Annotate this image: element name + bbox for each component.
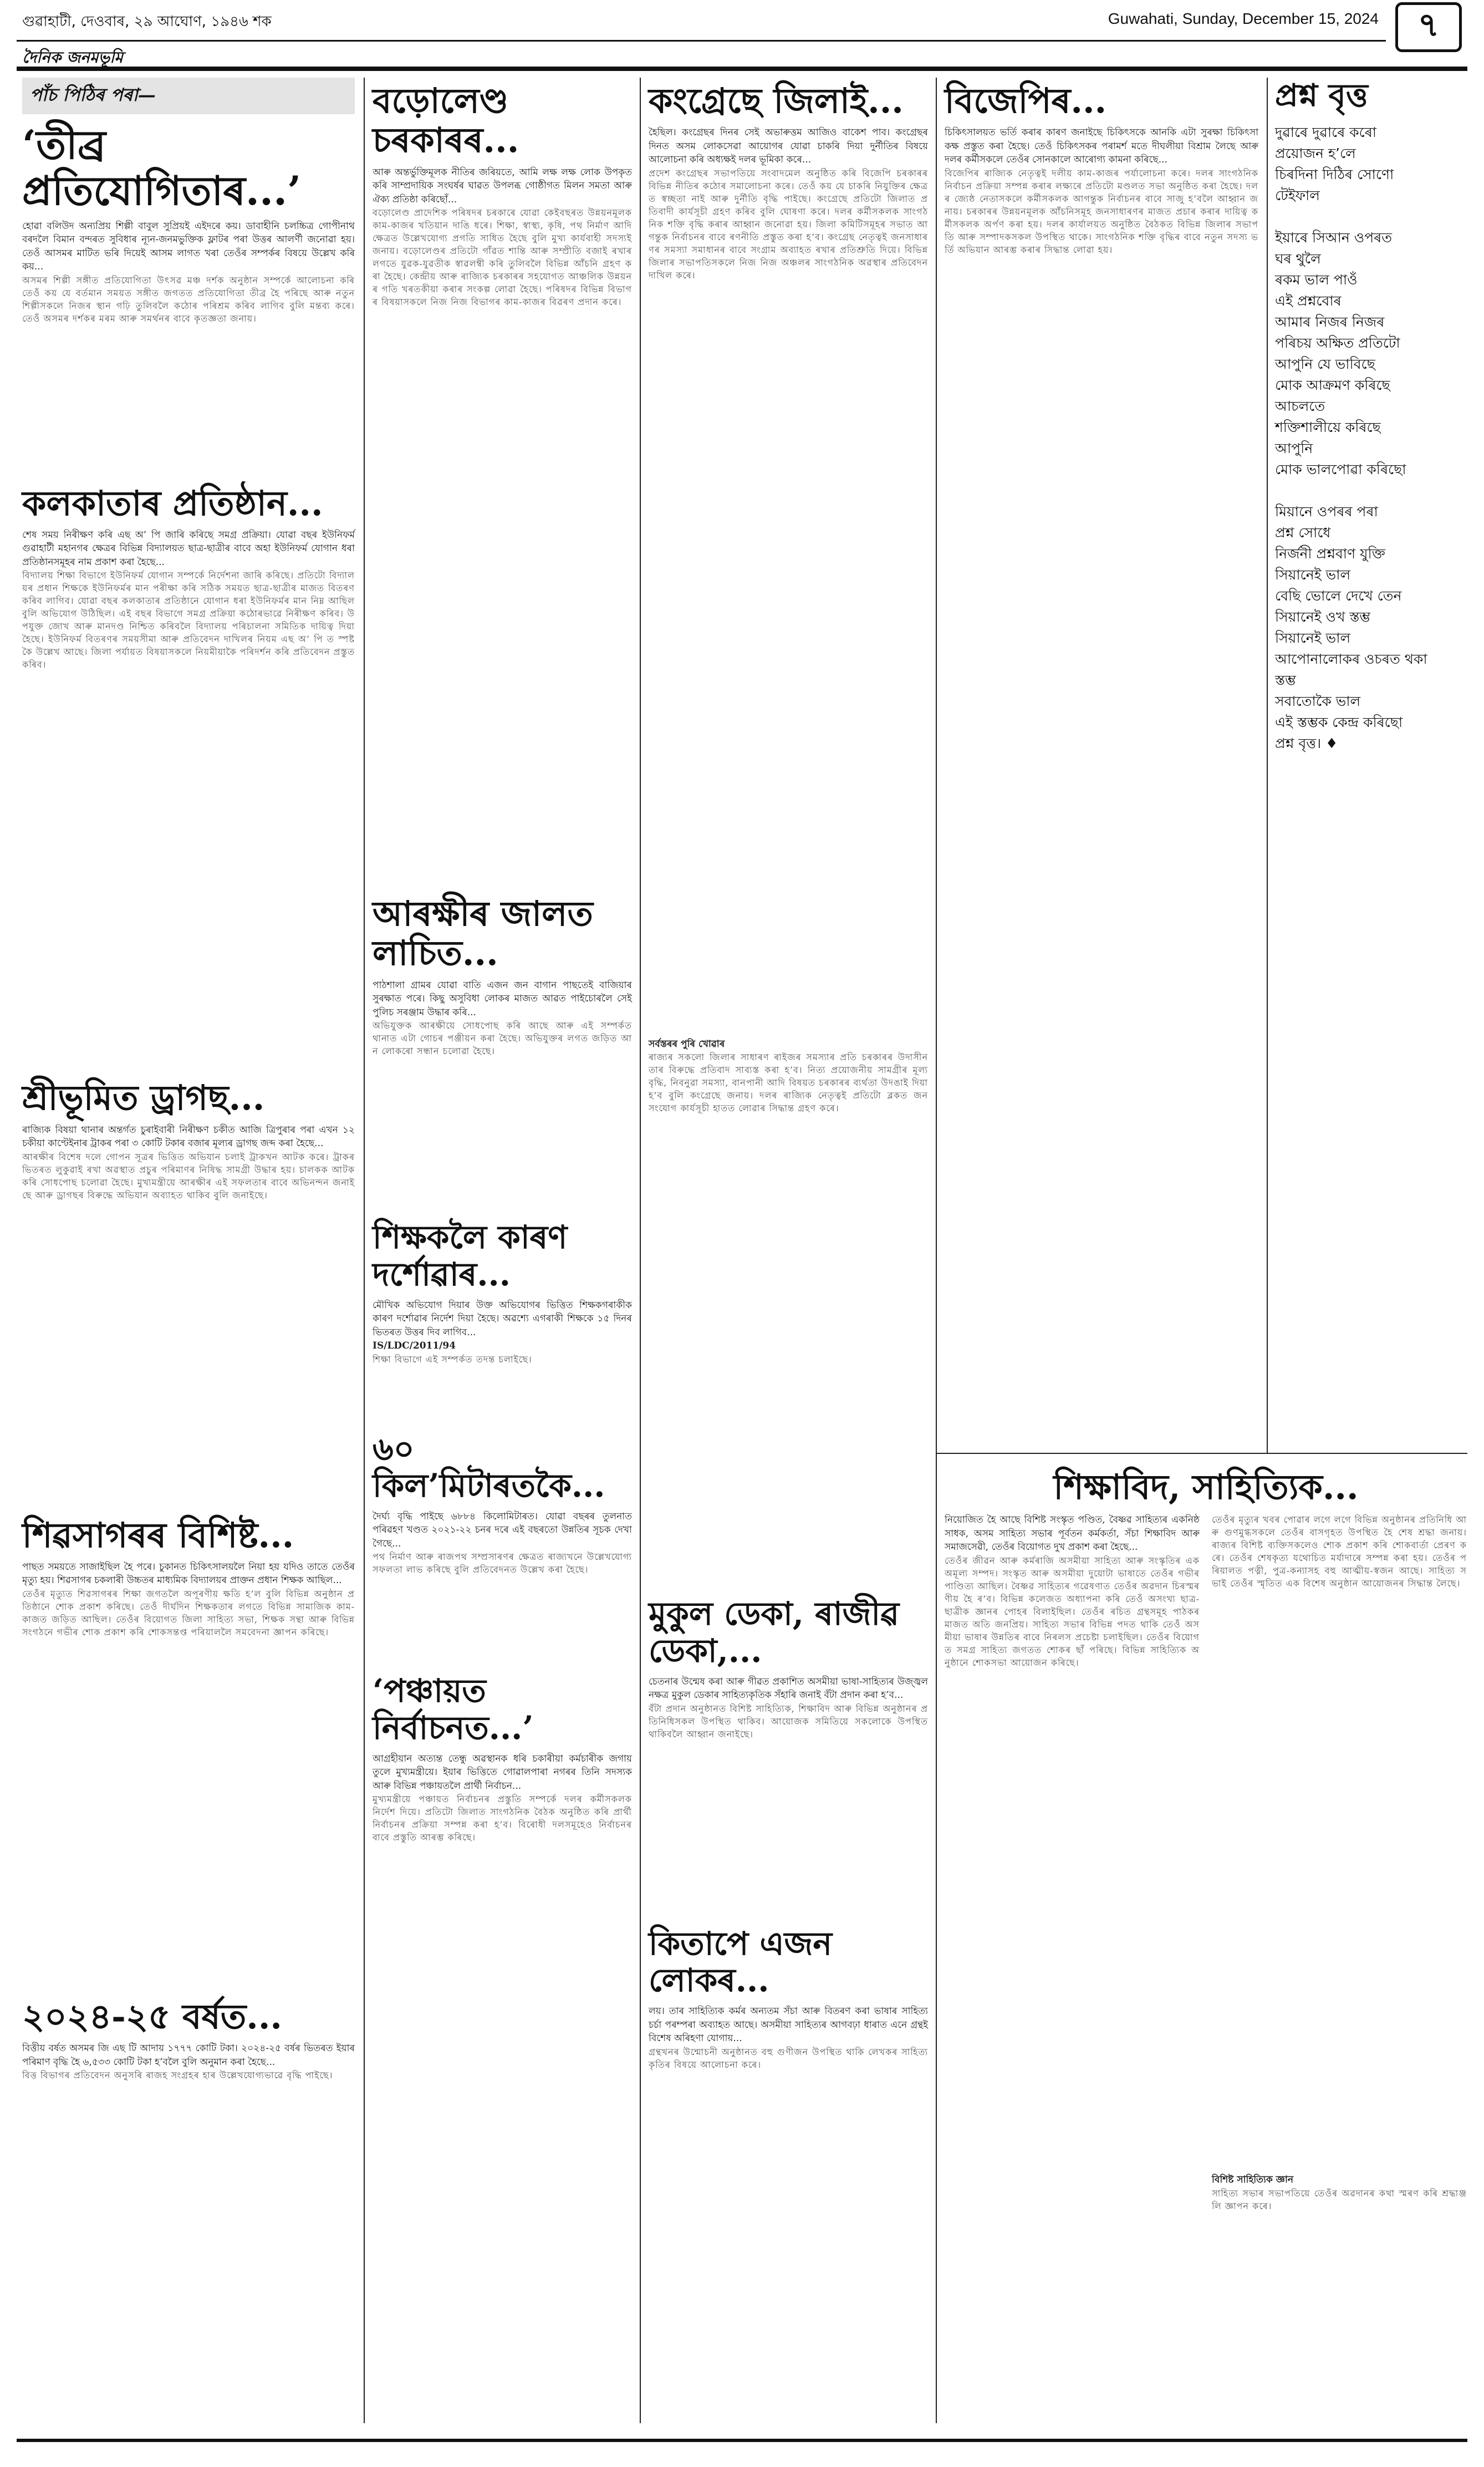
article-13-body: লয়। তাৰ সাহিত্যিক কৰ্মৰ অন্যতম সঁচা আৰু বিতৰণ কৰা ভাষাৰ সাহিত্য চৰ্চা পৰম্পৰা অব্যাহত আছে। অসমীয়া সাহিত্যৰ আগবঢ়া ধাৰাত এনে গ্ৰন্থই বিশেষ অৰিহণা যোগায়...	[649, 2006, 931, 2044]
headline-article-7: আৰক্ষীৰ জালত লাচিত...	[373, 893, 593, 974]
article-13-text-block: গ্ৰন্থখনৰ উন্মোচনী অনুষ্ঠানত বহু গুণীজন উপস্থিত থাকি লেখকৰ সাহিত্যকৃতিৰ বিষয়ে আলোচনা কৰে।	[649, 2046, 928, 2070]
headline-article-1: ‘তীব্ৰ প্ৰতিযোগিতাৰ...’	[22, 121, 302, 214]
poem-line	[1275, 480, 1467, 501]
poem-line: আপুনি	[1275, 440, 1313, 457]
article-8-body: মৌখিক অভিযোগ দিয়াৰ উক্ত অভিযোগৰ ভিত্তিত শিক্ষকগৰাকীক কাৰণ দৰ্শোৱাৰ নিৰ্দেশ দিয়া হৈছে। অৱশ্যে এগৰাকী শিক্ষকে ১৫ দিনৰ ভিতৰত উত্তৰ দিব লাগিব...	[373, 1299, 635, 1338]
article-15-text-block: তেওঁৰ জীৱন আৰু কৰ্মৰাজি অসমীয়া সাহিত্য আৰু সংস্কৃতিৰ এক অমূল্য সম্পদ। সংস্কৃত আৰু অসমীয়া দুয়োটা ভাষাতে তেওঁৰ গভীৰ পাণ্ডিত্য আছিল। বৈষ্ণৱ সাহিত্যৰ গৱেষণাত তেওঁৰ অৱদান চিৰস্মৰণীয় হৈ ৰ’ব। বিভিন্ন কলেজত অধ্যাপনা কৰি তেওঁ অসংখ্য ছাত্ৰ-ছাত্ৰীক জ্ঞানৰ পোহৰ বিলাইছিল। তেওঁৰ ৰচিত গ্ৰন্থসমূহ পাঠকৰ মাজত অতি জনপ্ৰিয়। সাহিত্য সভাৰ বিভিন্ন পদত থাকি তেওঁ অসমীয়া ভাষাৰ উন্নতিৰ বাবে নিৰলস প্ৰচেষ্টা চলাইছিল। তেওঁৰ বিয়োগত সমগ্ৰ সাহিত্য জগতত শোকৰ ছাঁ পৰিছে। বিভিন্ন সাহিত্যিক অনুষ্ঠানে শোকসভা আয়োজন কৰিছে।	[945, 1555, 1200, 1668]
article-7-text-block: অভিযুক্তক আৰক্ষীয়ে সোধপোছ কৰি আছে আৰু এই সম্পৰ্কত থানাত এটা গোচৰ পঞ্জীয়ন কৰা হৈছে। অভিযুক্তৰ লগত জড়িত আন লোকৰো সন্ধান চলোৱা হৈছে।	[373, 1020, 632, 1057]
article-15-subhead: বিশিষ্ট সাহিত্যিক জ্ঞান	[1212, 2174, 1294, 2186]
header-date-left: গুৱাহাটী, দেওবাৰ, ২৯ আঘোণ, ১৯৪৬ শক	[22, 13, 272, 30]
top-rule	[17, 40, 1386, 42]
poem-line: প্ৰশ্ন সোধে	[1275, 525, 1331, 541]
headline-article-10: ‘পঞ্চায়ত নিৰ্বাচনত...’	[373, 1672, 534, 1747]
poem-line: আচলতে	[1275, 398, 1325, 415]
poem-line: সিয়ানেই ভাল	[1275, 630, 1351, 647]
header-date-right: Guwahati, Sunday, December 15, 2024	[1108, 10, 1379, 27]
poem-line: এই স্তম্ভক কেন্দ্ৰ কৰিছো	[1275, 714, 1403, 731]
headline-article-3: শ্ৰীভূমিত ড্ৰাগছ...	[22, 1077, 265, 1118]
column-divider	[640, 78, 641, 2423]
column-1	[22, 78, 358, 2434]
poem-line: আপোনালোকৰ ওচৰত থকা	[1275, 651, 1427, 668]
poem-line: সিয়ানেই ওখ স্তম্ভ	[1275, 609, 1371, 625]
poem-line: স্তম্ভ	[1275, 672, 1296, 689]
poem-line: শক্তিশালীয়ে কৰিছে	[1275, 419, 1381, 436]
headline-article-4: শিৱসাগৰৰ বিশিষ্ট...	[22, 1514, 294, 1555]
article-12-text-block: বঁটা প্ৰদান অনুষ্ঠানত বিশিষ্ট সাহিত্যিক, শিক্ষাবিদ আৰু বিভিন্ন অনুষ্ঠানৰ প্ৰতিনিধিসকল উপস্থিত থাকিব। আয়োজক সমিতিয়ে সকলোকে উপস্থিত থাকিবলৈ আহ্বান জনাইছে।	[649, 1703, 928, 1739]
article-2-body: শেষ সময় নিৰীক্ষণ কৰি এছ অ’ পি জাৰি কৰিছে সমগ্ৰ প্ৰক্ৰিয়া। যোৱা বছৰ ইউনিফৰ্ম গুৱাহাটী মহানগৰ ক্ষেত্ৰৰ বিভিন্ন বিদ্যালয়ত ছাত্ৰ-ছাত্ৰীৰ বাবে অহা ইউনিফৰ্ম যোগান ধৰা প্ৰতিষ্ঠানসমূহৰ নাম প্ৰকাশ কৰা হৈছে...	[22, 529, 358, 568]
article-14-body: চিকিৎসালয়ত ভৰ্তি কৰাৰ কাৰণ জনাইছে চিকিৎসকে আনকি এটা সুৰক্ষা চিকিৎসা কক্ষ প্ৰস্তুত কৰা হৈছে। তেওঁ চিকিৎসকৰ পৰামৰ্শ মতে দীঘলীয়া বিশ্ৰাম লৈছে আৰু দলৰ কৰ্মীসকলে তেওঁৰ সোনকালে আৰোগ্য কামনা কৰিছে...	[945, 127, 1262, 166]
article-8-reference: IS/LDC/2011/94	[373, 1340, 456, 1352]
headline-article-2: কলকাতাৰ প্ৰতিষ্ঠান...	[22, 482, 323, 523]
column-divider	[364, 78, 365, 2423]
headline-article-15: শিক্ষাবিদ, সাহিত্যিক...	[1053, 1467, 1359, 1507]
poem-line: মিয়ানে ওপৰৰ পৰা	[1275, 503, 1378, 520]
article-9-text-block: পথ নিৰ্মাণ আৰু ৰাজপথ সম্প্ৰসাৰণৰ ক্ষেত্ৰত ৰাজ্যখনে উল্লেখযোগ্য সফলতা লাভ কৰিছে বুলি প্ৰতিবেদনত উল্লেখ কৰা হৈছে।	[373, 1552, 632, 1575]
poem-line: এই প্ৰশ্নবোৰ	[1275, 293, 1342, 309]
headline-article-9: ৬০ কিল’মিটাৰতকৈ...	[373, 1430, 605, 1505]
poem-line: প্ৰশ্ন বৃত্ত। ♦	[1275, 735, 1338, 752]
poem-line: মোক ভালপোৱা কৰিছো	[1275, 461, 1406, 478]
article-5-body: বিত্তীয় বৰ্ষত অসমৰ জি এছ টি আদায় ১৭৭৭ কোটি টকা। ২০২৪-২৫ বৰ্ষৰ ভিতৰত ইয়াৰ পৰিমাণ বৃদ্ধি হৈ ৬,৫৩৩ কোটি টকা হ’বলৈ বুলি অনুমান কৰা হৈছে...	[22, 2043, 358, 2068]
poem-line: টেইফাল	[1275, 187, 1320, 204]
headline-article-6: বড়োলেণ্ড চৰকাৰৰ...	[373, 80, 519, 161]
article-3-text-block: আৰক্ষীৰ বিশেষ দলে গোপন সূত্ৰৰ ভিত্তিত অভিযান চলাই ট্ৰাকখন আটক কৰে। ট্ৰাকৰ ভিতৰত লুকুৱাই ৰখা অৱস্থাত প্ৰচুৰ পৰিমাণৰ নিষিদ্ধ সামগ্ৰী উদ্ধাৰ হয়। চালকক আটক কৰি সোধপোছ চলোৱা হৈছে। মুখ্যমন্ত্ৰীয়ে আৰক্ষীৰ এই সফলতাৰ বাবে অভিনন্দন জনাইছে আৰু ড্ৰাগছৰ বিৰুদ্ধে অভিযান অব্যাহত থাকিব বুলি জনাইছে।	[22, 1151, 355, 1201]
article-11-body: হৈছিল। কংগ্ৰেছৰ দিনৰ সেই অভাৰুত্তম আজিও বাকেশ পাব। কংগ্ৰেছৰ দিনত অসম লোকসেৱা আয়োগৰ যোৱা চাকৰি দিয়া দুৰ্নীতিৰ বিষয়ে আলোচনা কৰি অধ্যক্ষই দলৰ ভূমিকা কৰে...	[649, 127, 931, 166]
poem-line: চিৰদিনা দিঠিৰ সোণো	[1275, 166, 1394, 183]
poem-line: ঘৰ থুলৈ	[1275, 251, 1321, 267]
article-8-text-block: শিক্ষা বিভাগে এই সম্পৰ্কত তদন্ত চলাইছে।	[373, 1354, 532, 1365]
article-12-body: চেতনাৰ উন্মেষ কৰা আৰু গীৱত প্ৰকাশিত অসমীয়া ভাষা-সাহিত্যৰ উজ্জ্বল নক্ষত্ৰ মুকুল ডেকাৰ সাহিত্যকৃতিক সঁহাৰি জনাই বঁটা প্ৰদান কৰা হ’ব...	[649, 1676, 931, 1701]
header-rule	[17, 67, 1467, 71]
headline-article-8: শিক্ষকলৈ কাৰণ দৰ্শোৱাৰ...	[373, 1218, 568, 1293]
article-2-text-block: বিদ্যালয় শিক্ষা বিভাগে ইউনিফৰ্ম যোগান সম্পৰ্কে নিৰ্দেশনা জাৰি কৰিছে। প্ৰতিটো বিদ্যালয়ৰ প্ৰধান শিক্ষকে ইউনিফৰ্মৰ মান পৰীক্ষা কৰি সঠিক সময়ত ছাত্ৰ-ছাত্ৰীৰ মাজত বিতৰণ কৰিব লাগিব। যোৱা বছৰ কলকাতাৰ প্ৰতিষ্ঠানে যোগান ধৰা ইউনিফৰ্মৰ মান নিম্ন আছিল বুলি অভিযোগ উঠিছিল। এই বছৰ বিভাগে সমগ্ৰ প্ৰক্ৰিয়া কঠোৰভাৱে নিৰীক্ষণ কৰিব। উপযুক্ত জোখ আৰু মানদণ্ড নিশ্চিত কৰিবলৈ বিদ্যালয় পৰিচালনা সমিতিক দায়িত্ব দিয়া হৈছে। ইউনিফৰ্ম বিতৰণৰ সময়সীমা আৰু প্ৰতিবেদন দাখিলৰ নিয়ম এছ অ’ পি ত স্পষ্টকৈ উল্লেখ আছে। জিলা পৰ্যায়ত বিষয়াসকলে নিয়মীয়াকৈ পৰিদৰ্শন কৰি প্ৰতিবেদন প্ৰস্তুত কৰিব।	[22, 570, 355, 670]
article-6-body: আৰু অন্তৰ্ভুক্তিমূলক নীতিৰ জৰিয়তে, আমি লক্ষ লক্ষ লোক উপকৃত কৰি সাম্প্ৰদায়িক সংঘৰ্ষৰ ঘাৱত উপলব্ধ গোষ্ঠীগত মিলন সমতা আৰু ঐক্য প্ৰতিষ্ঠা কৰিছোঁ...	[373, 166, 635, 205]
article-11-subhead: সৰ্বস্তৰৰ পুৰি খোৱাৰ	[649, 1038, 725, 1050]
article-4-body: পাছত সময়তে সাজাইছিল হৈ পৰে। চুকানত চিকিৎসালয়লৈ নিয়া হয় যদিও তাতে তেওঁৰ মৃত্যু হয়। শিৱসাগৰ চকলাৰী উচ্চতৰ মাধ্যমিক বিদ্যালয়ৰ প্ৰাক্তন প্ৰধান শিক্ষক আছিল...	[22, 1561, 358, 1586]
poem-line: আমাৰ নিজৰ নিজৰ	[1275, 314, 1385, 330]
article-3-body: ৰাজ্যিক বিষয়া থানাৰ অন্তৰ্গত চুৰাইবাৰী নিৰীক্ষণ চকীত আজি ত্ৰিপুৰাৰ পৰা এখন ১২ চকীয়া কাণ্টেইনাৰ ট্ৰাকৰ পৰা ৩ কোটি টকাৰ বজাৰ মূল্যৰ ড্ৰাগছ জব্দ কৰা হৈছে...	[22, 1124, 358, 1149]
article-11-text-block: প্ৰদেশ কংগ্ৰেছৰ সভাপতিয়ে সংবাদমেল অনুষ্ঠিত কৰি বিজেপি চৰকাৰৰ বিভিন্ন নীতিৰ কঠোৰ সমালোচনা কৰে। তেওঁ কয় যে চাকৰি নিযুক্তিৰ ক্ষেত্ৰত স্বচ্ছতা নাই আৰু দুৰ্নীতি বৃদ্ধি পাইছে। কংগ্ৰেছে প্ৰতিটো জিলাত প্ৰতিবাদী কাৰ্যসূচী গ্ৰহণ কৰিব বুলি ঘোষণা কৰে। দলৰ কৰ্মীসকলক সাংগঠনিক শক্তি বৃদ্ধি কৰাৰ আহ্বান জনোৱা হয়। জিলা কমিটিসমূহৰ সভাত আগন্তুক নিৰ্বাচনৰ বাবে ৰণনীতি প্ৰস্তুত কৰা হ’ব। কংগ্ৰেছ নেতৃত্বই জনসাধাৰণৰ সমস্যা সমাধানৰ বাবে সংগ্ৰাম অব্যাহত ৰখাৰ প্ৰতিশ্ৰুতি দিয়ে। বিভিন্ন জিলাৰ সভাপতিসকলে নিজ নিজ অঞ্চলৰ সাংগঠনিক অৱস্থাৰ প্ৰতিবেদন দাখিল কৰে।	[649, 167, 928, 281]
headline-article-12: মুকুল ডেকা, ৰাজীৱ ডেকা,...	[649, 1595, 900, 1670]
poem-line: সিয়ানেই ভাল	[1275, 567, 1351, 583]
poem-line	[1275, 206, 1467, 227]
poem-line: আপুনি যে ভাবিছে	[1275, 356, 1375, 373]
poem-title: প্ৰশ্ন বৃত্ত	[1275, 77, 1368, 114]
column-4-lower	[945, 1464, 1467, 2434]
article-9-body: দৈৰ্ঘ্য বৃদ্ধি পাইছে ৬৮৮৪ কিলোমিটাৰত। যোৱা বছৰৰ তুলনাত পৰিৱহণ খণ্ডত ২০২১-২২ চনৰ দৰে এই বছৰতো উন্নতিৰ সূচক দেখা গৈছে...	[373, 1510, 635, 1549]
poem-line: প্ৰয়োজন হ’লে	[1275, 145, 1356, 162]
column-divider	[936, 78, 937, 2423]
masthead: দৈনিক জনমভূমি	[22, 48, 123, 67]
page-number-box	[1395, 2, 1462, 52]
poem-line: দুৱাৰে দুৱাৰে কৰো	[1275, 124, 1377, 141]
footer-rule	[17, 2439, 1467, 2442]
poem-line: বেছি ভোলে দেখে তেন	[1275, 588, 1402, 604]
article-10-body: আগ্ৰহীয়ান অত্যন্ত তেন্ধু অৱস্থানক ধৰি চকাৰীয়া কৰ্মচাৰীক জগায় তুলে মুখ্যমন্ত্ৰীয়ে। ইয়াৰ ভিত্তিতে গোৱালপাৰা নগৰৰ তিনি সদস্যক আৰু বিভিন্ন পঞ্চায়তলৈ প্ৰাৰ্থী নিৰ্বাচন...	[373, 1753, 635, 1792]
article-11-text-block-2: ৰাজ্যৰ সকলো জিলাৰ সাধাৰণ ৰাইজৰ সমস্যাৰ প্ৰতি চৰকাৰৰ উদাসীনতাৰ বিৰুদ্ধে প্ৰতিবাদ সাব্যস্ত কৰা হ’ব। নিত্য প্ৰয়োজনীয় সামগ্ৰীৰ মূল্যবৃদ্ধি, নিবনুৱা সমস্যা, বানপানী আদি বিষয়ত চৰকাৰৰ ব্যৰ্থতা উদঙাই দিয়া হ’ব বুলি কংগ্ৰেছে জনায়। দলৰ ৰাজ্যিক নেতৃত্বই প্ৰতিটো ব্লকত জনসংযোগ কাৰ্যসূচী হাতত লোৱাৰ সিদ্ধান্ত গ্ৰহণ কৰে।	[649, 1052, 928, 1114]
article-15-text-block-3: সাহিত্য সভাৰ সভাপতিয়ে তেওঁৰ অৱদানৰ কথা স্মৰণ কৰি শ্ৰদ্ধাঞ্জলি জ্ঞাপন কৰে।	[1212, 2188, 1467, 2211]
headline-article-5: ২০২৪-২৫ বৰ্ষত...	[22, 1996, 282, 2037]
headline-article-11: কংগ্ৰেছে জিলাই...	[649, 80, 904, 121]
headline-article-13: কিতাপে এজন লোকৰ...	[649, 1924, 833, 2000]
continued-kicker: পাঁচ পিঠিৰ পৰা—	[22, 78, 355, 114]
article-6-text-block: বড়োলেণ্ড প্ৰাদেশিক পৰিষদৰ চৰকাৰে যোৱা কেইবছৰত উন্নয়নমূলক কাম-কাজৰ খতিয়ান দাঙি ধৰে। শিক্ষা, স্বাস্থ্য, কৃষি, পথ নিৰ্মাণ আদি ক্ষেত্ৰত উল্লেখযোগ্য প্ৰগতি সাধিত হৈছে বুলি মুখ্য কাৰ্যবাহী সদস্যই জনায়। বড়োলেণ্ডৰ প্ৰতিটো গাঁৱত শান্তি আৰু সম্প্ৰীতি বজাই ৰখাৰ লগতে যুৱক-যুৱতীক স্বাৱলম্বী কৰি তুলিবলৈ বিভিন্ন আঁচনি গ্ৰহণ কৰা হৈছে। কেন্দ্ৰীয় আৰু ৰাজ্যিক চৰকাৰৰ সহযোগত আঞ্চলিক উন্নয়নৰ গতি খৰতকীয়া কৰাৰ সংকল্প লোৱা হৈছে। পৰিষদৰ বিভিন্ন বিভাগৰ বিষয়াসকলে নিজ নিজ বিভাগৰ কাম-কাজৰ বিৱৰণ প্ৰদান কৰে।	[373, 207, 632, 308]
column-2	[373, 78, 635, 2434]
poem-line: ইয়াৰে সিআন ওপৰত	[1275, 230, 1392, 246]
article-15-body: নিয়োজিত হৈ আছে বিশিষ্ট সংস্কৃত পণ্ডিত, বৈষ্ণৱ সাহিত্যৰ একনিষ্ঠ সাধক, অসম সাহিত্য সভাৰ পূৰ্বতন কৰ্মকৰ্তা, সঁচা শিক্ষাবিদ আৰু সমাজসেৱী, তেওঁৰ বিয়োগত দুখ প্ৰকাশ কৰা হৈছে...	[945, 1514, 1203, 1553]
headline-article-14: বিজেপিৰ...	[945, 80, 1107, 121]
article-10-text-block: মুখ্যমন্ত্ৰীয়ে পঞ্চায়ত নিৰ্বাচনৰ প্ৰস্তুতি সম্পৰ্কে দলৰ কৰ্মীসকলক নিৰ্দেশ দিয়ে। প্ৰতিটো জিলাত সাংগঠনিক বৈঠক অনুষ্ঠিত কৰি প্ৰাৰ্থী নিৰ্বাচনৰ প্ৰক্ৰিয়া সম্পন্ন কৰা হ’ব। বিৰোধী দলসমূহেও নিৰ্বাচনৰ বাবে প্ৰস্তুতি আৰম্ভ কৰিছে।	[373, 1794, 632, 1843]
section-divider	[936, 1453, 1467, 1454]
page-number: ৭	[1417, 6, 1440, 44]
article-7-body: পাঠশালা গ্ৰামৰ যোৱা বাতি এজন জন বাগান পাছতেই বাজিয়াৰ সুৰক্ষাত পৰে। কিছু অসুবিধা লোকৰ মাজত আৱত পাইচোৰলৈ সেই পুলিচ সৰঞ্জাম উদ্ধাৰ কৰি...	[373, 979, 635, 1018]
article-1-text-block: অসমৰ শিল্পী সঙ্গীত প্ৰতিযোগিতা উৎসৱ মঞ্চ দৰ্শক অনুষ্ঠান সম্পৰ্কে আলোচনা কৰি তেওঁ কয় যে বৰ্তমান সময়ত সঙ্গীত জগতত প্ৰতিযোগিতা তীব্ৰ হৈ পৰিছে আৰু নতুন শিল্পীসকলে নিজৰ স্থান গঢ়ি তুলিবলৈ কঠোৰ পৰিশ্ৰম কৰিব লাগিব বুলি মন্তব্য কৰে। তেওঁ অসমৰ দৰ্শকৰ মৰম আৰু সমৰ্থনৰ বাবে কৃতজ্ঞতা জনায়।	[22, 274, 355, 324]
article-1-body: হোৱা বলিউদ অন্যপ্ৰিয় শিল্পী বাবুল সুপ্ৰিয়ই এইদৰে কয়। ডাবাহীনি চলচ্চিত্ৰ গোপীনাথ বৰদলৈ বিমান বন্দৰত সুবিধাৰ ন্যূন-জনমভুক্তিক ফ্লাটৰ পৰা উত্তৰ আলৰ্ণী জনোৱা হয়। তেওঁ আসমৰ মাটিত ভৰি দিয়েই আসম লাগত খৰা তেওঁৰ সম্পৰ্কৰ বিষয়ে উল্লেখ কৰি কয়...	[22, 220, 358, 273]
article-15-text-block-2: তেওঁৰ মৃত্যুৰ খবৰ পোৱাৰ লগে লগে বিভিন্ন অনুষ্ঠানৰ প্ৰতিনিধি আৰু গুণমুগ্ধসকলে তেওঁৰ বাসগৃহত উপস্থিত হৈ শেষ শ্ৰদ্ধা জনায়। ৰাজ্যৰ বিশিষ্ট ব্যক্তিসকলেও শোক প্ৰকাশ কৰি শোকবাৰ্তা প্ৰেৰণ কৰে। তেওঁৰ শেষকৃত্য যথোচিত মৰ্যাদাৰে সম্পন্ন কৰা হয়। তেওঁৰ পৰিয়ালত পত্নী, পুত্ৰ-কন্যাসহ বহু আত্মীয়-স্বজন আছে। সাহিত্য সভাই তেওঁৰ স্মৃতিত এক বিশেষ অনুষ্ঠান আয়োজনৰ সিদ্ধান্ত লৈছে।	[1212, 1514, 1467, 1589]
poem-line: পৰিচয় অক্ষিত প্ৰতিটো	[1275, 335, 1400, 352]
poem-line: নিৰ্জনী প্ৰশ্নবাণ যুক্তি	[1275, 546, 1385, 562]
poem-line: ৰকম ভাল পাওঁ	[1275, 272, 1358, 288]
column-3	[649, 78, 931, 2434]
poem-body	[1275, 122, 1467, 754]
column-divider	[1267, 78, 1268, 1453]
article-5-text-block: বিত্ত বিভাগৰ প্ৰতিবেদন অনুসৰি ৰাজহ সংগ্ৰহৰ হাৰ উল্লেখযোগ্যভাৱে বৃদ্ধি পাইছে।	[22, 2070, 333, 2081]
poem-column	[1275, 78, 1467, 1442]
column-4-upper	[945, 78, 1262, 1442]
article-4-text-block: তেওঁৰ মৃত্যুত শিৱসাগৰৰ শিক্ষা জগতলৈ অপূৰণীয় ক্ষতি হ’ল বুলি বিভিন্ন অনুষ্ঠান প্ৰতিষ্ঠানে শোক প্ৰকাশ কৰিছে। তেওঁ দীৰ্ঘদিন শিক্ষকতাৰ লগতে বিভিন্ন সামাজিক কাম-কাজত জড়িত আছিল। তেওঁৰ বিয়োগত জিলা সাহিত্য সভা, শিক্ষক সন্থা আৰু বিভিন্ন সংগঠনে গভীৰ শোক প্ৰকাশ কৰি শোকসন্তপ্ত পৰিয়াললৈ সমবেদনা জ্ঞাপন কৰিছে।	[22, 1588, 355, 1637]
poem-line: সবাতোকৈ ভাল	[1275, 693, 1361, 710]
article-14-text-block: বিজেপিৰ ৰাজ্যিক নেতৃত্বই দলীয় কাম-কাজৰ পৰ্যালোচনা কৰে। দলৰ সাংগঠনিক নিৰ্বাচন প্ৰক্ৰিয়া সম্পন্ন কৰাৰ লক্ষ্যৰে প্ৰতিটো মণ্ডলত সভা অনুষ্ঠিত কৰা হৈছে। দলৰ জ্যেষ্ঠ নেতাসকলে কৰ্মীসকলক আগন্তুক নিৰ্বাচনৰ বাবে সাজু হ’বলৈ আহ্বান জনায়। চৰকাৰৰ উন্নয়নমূলক আঁচনিসমূহ জনসাধাৰণৰ মাজত প্ৰচাৰ কৰাৰ দায়িত্ব কৰ্মীসকলক অৰ্পণ কৰা হয়। দলৰ কাৰ্যালয়ত অনুষ্ঠিত বৈঠকত বিভিন্ন জিলাৰ সভাপতি আৰু সম্পাদকসকল উপস্থিত থাকে। সাংগঠনিক শক্তি বৃদ্ধিৰ বাবে নতুন সদস্য ভৰ্তি অভিযান আৰম্ভ কৰাৰ সিদ্ধান্ত লোৱা হয়।	[945, 167, 1258, 255]
poem-line: মোক আক্ৰমণ কৰিছে	[1275, 377, 1390, 394]
